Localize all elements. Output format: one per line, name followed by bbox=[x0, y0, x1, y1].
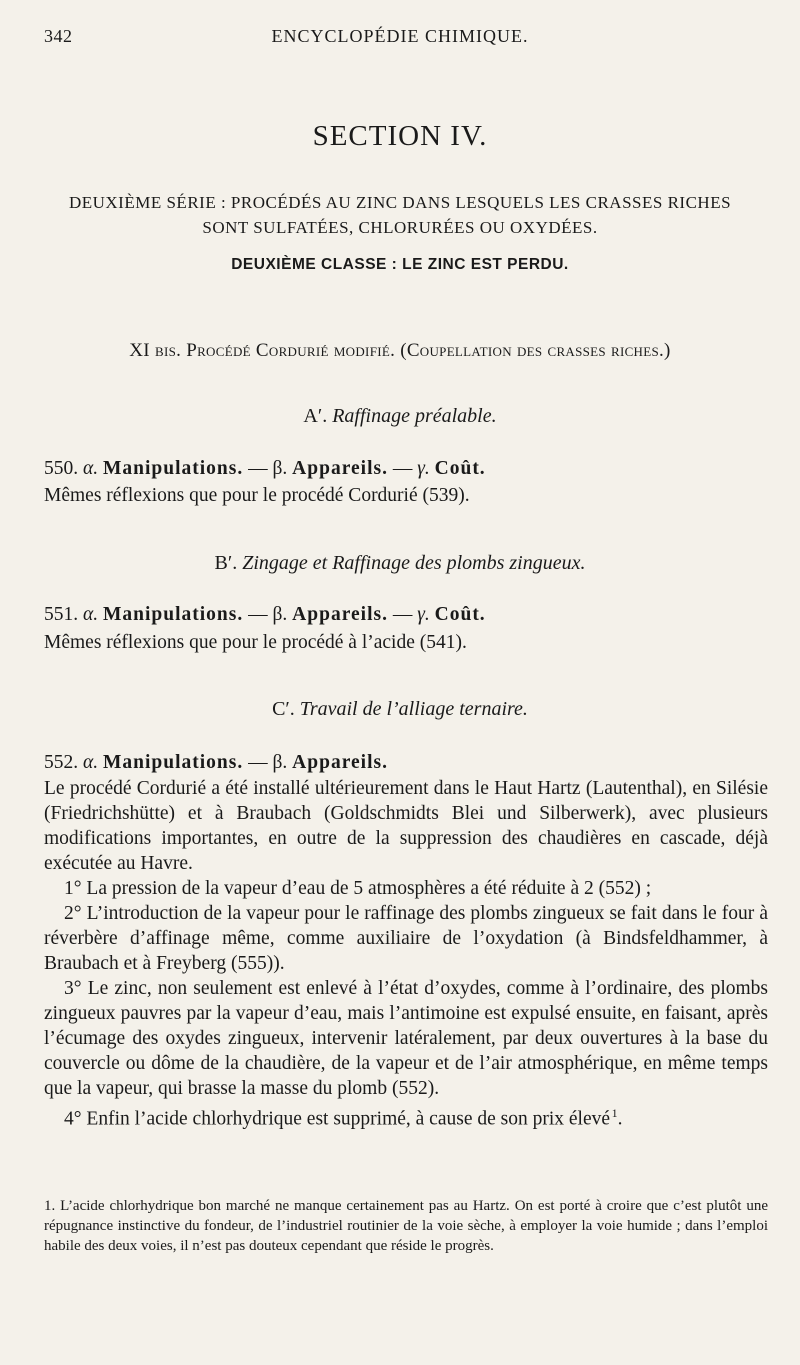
process-title: XI bis. Procédé Cordurié modifié. (Coupellation des crasses riches.) bbox=[129, 340, 671, 361]
para-551-alpha: α. bbox=[83, 604, 99, 625]
para-552-number: 552. bbox=[44, 752, 79, 773]
para-550-text: Mêmes réflexions que pour le procédé Cordurié (539). bbox=[44, 485, 470, 506]
para-551-gamma: γ. bbox=[417, 604, 430, 625]
subsection-c-heading bbox=[0, 698, 800, 721]
para-552-item2: 2° L’introduction de la vapeur pour le raffinage des plombs zingueux se fait dans le four à réverbère d’affinage même, comme auxiliaire de l’oxydation (à Bindsfeldhammer, à Braubach et à Freyberg (555)). bbox=[44, 903, 768, 974]
footnote bbox=[44, 1196, 768, 1256]
series-title bbox=[60, 190, 740, 240]
subsection-b-heading bbox=[0, 552, 800, 575]
para-551-heading bbox=[44, 604, 764, 626]
para-550-beta: β. bbox=[272, 458, 288, 479]
para-551-dash2: — bbox=[392, 604, 413, 625]
para-551-beta: β. bbox=[272, 604, 288, 625]
para-552-manipulations: Manipulations. bbox=[103, 752, 244, 773]
para-552-body bbox=[44, 776, 768, 1132]
subsection-a-heading bbox=[0, 405, 800, 428]
para-552-appareils: Appareils. bbox=[292, 752, 388, 773]
para-552-heading bbox=[44, 752, 764, 774]
series-title-line2: SONT SULFATÉES, CHLORURÉES OU OXYDÉES. bbox=[202, 218, 598, 237]
para-550-appareils: Appareils. bbox=[292, 458, 388, 479]
para-552-item4-end: . bbox=[617, 1108, 623, 1130]
para-551-cout: Coût. bbox=[434, 604, 486, 625]
subsection-c-title: Travail de l’alliage ternaire. bbox=[299, 698, 528, 720]
para-550-dash1: — bbox=[248, 458, 268, 479]
para-552-item4-text: 4° Enfin l’acide chlorhydrique est supprimé, à cause de son prix élevé bbox=[64, 1108, 611, 1130]
section-title: SECTION IV. bbox=[312, 120, 488, 152]
para-550-alpha: α. bbox=[83, 458, 99, 479]
para-552-dash1: — bbox=[248, 752, 268, 773]
para-552-alpha: α. bbox=[83, 752, 99, 773]
class-title: DEUXIÈME CLASSE : LE ZINC EST PERDU. bbox=[231, 256, 569, 273]
para-551-text: Mêmes réflexions que pour le procédé à l’acide (541). bbox=[44, 632, 467, 653]
subsection-b-letter: B′. bbox=[214, 552, 238, 574]
para-550-gamma: γ. bbox=[417, 458, 430, 479]
para-550-manipulations: Manipulations. bbox=[103, 458, 244, 479]
subsection-b-title: Zingage et Raffinage des plombs zingueux. bbox=[242, 552, 586, 574]
para-552-item1: 1° La pression de la vapeur d’eau de 5 atmosphères a été réduite à 2 (552) ; bbox=[64, 878, 652, 899]
para-552-intro: Le procédé Cordurié a été installé ultérieurement dans le Haut Hartz (Lautenthal), en Silésie (Friedrichshütte) et à Braubach (Goldschmidts Blei und Silberwerk), avec plusieurs modifications importantes, en outre de la suppression des chaudières en cascade, déjà exécutée au Havre. bbox=[44, 778, 768, 874]
para-552-item4 bbox=[44, 1101, 768, 1132]
subsection-a-letter: A′. bbox=[303, 405, 328, 427]
running-head: ENCYCLOPÉDIE CHIMIQUE. bbox=[271, 26, 529, 46]
subsection-c-letter: C′. bbox=[272, 698, 295, 720]
para-551-number: 551. bbox=[44, 604, 79, 625]
para-551-manipulations: Manipulations. bbox=[103, 604, 244, 625]
para-550-heading bbox=[44, 458, 764, 480]
para-552-beta: β. bbox=[272, 752, 288, 773]
footnote-reference: 1 bbox=[611, 1106, 618, 1120]
para-552-item3: 3° Le zinc, non seulement est enlevé à l’état d’oxydes, comme à l’ordinaire, des plombs zingueux pauvres par la vapeur d’eau, mais l’antimoine est expulsé ensuite, en faisant, après l’écumage des oxydes zingueux, intervenir latéralement, par deux ouvertures à la base du couvercle ou dôme de la chaudière, de la vapeur et de l’air atmosphérique, en même temps que la vapeur, qui brasse la masse du plomb (552). bbox=[44, 978, 768, 1099]
para-551-dash1: — bbox=[248, 604, 268, 625]
para-551-appareils: Appareils. bbox=[292, 604, 388, 625]
series-title-line1: DEUXIÈME SÉRIE : PROCÉDÉS AU ZINC DANS LESQUELS LES CRASSES RICHES bbox=[68, 193, 732, 212]
page-header bbox=[44, 26, 756, 47]
para-550-cout: Coût. bbox=[434, 458, 486, 479]
page-number: 342 bbox=[44, 26, 73, 46]
footnote-text: L’acide chlorhydrique bon marché ne manque certainement pas au Hartz. On est porté à croire que c’est plutôt une répugnance instinctive du fondeur, de l’industriel routinier de la voie sèche, à employer la voie humide ; dans l’emploi habile des deux voies, il n’est pas douteux cependant que réside le progrès. bbox=[44, 1198, 768, 1254]
para-550-number: 550. bbox=[44, 458, 79, 479]
subsection-a-title: Raffinage préalable. bbox=[332, 405, 497, 427]
footnote-marker: 1. bbox=[44, 1198, 56, 1214]
para-550-dash2: — bbox=[392, 458, 413, 479]
